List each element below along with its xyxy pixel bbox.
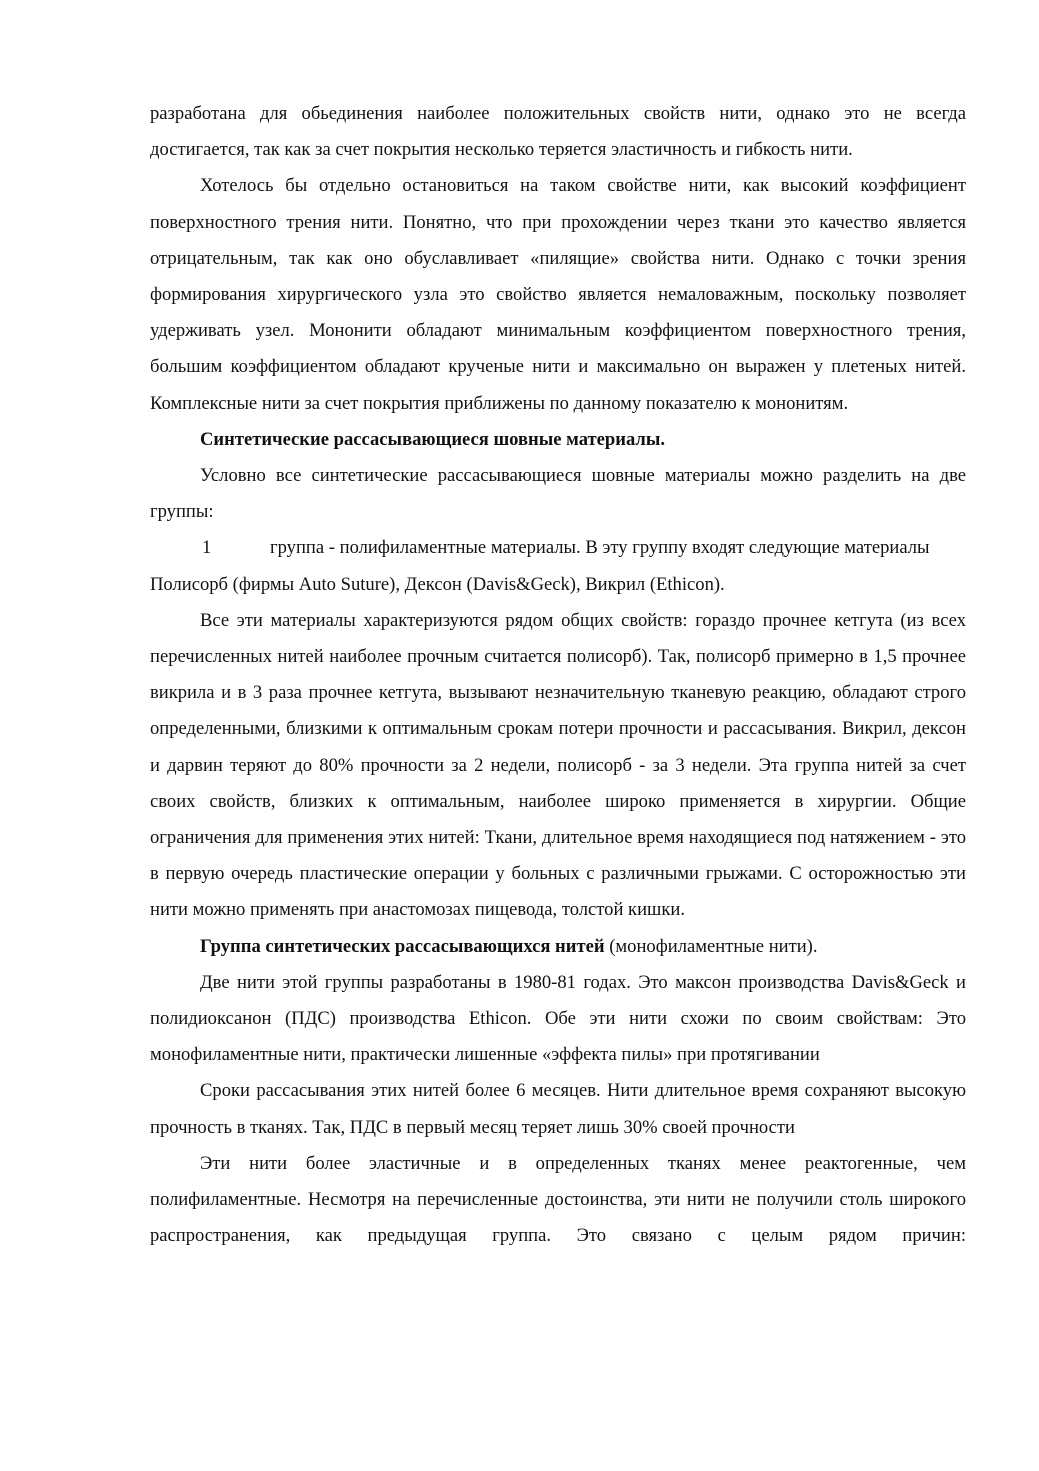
paragraph-two-threads: Две нити этой группы разработаны в 1980-81 годах. Это максон производства Davis&Geck и полидиоксанон (ПДС) производства Ethicon. Обе эти нити схожи по своим свойствам: Это монофиламентные нити, практически лишенные «эффекта пилы» при протягивании <box>150 971 966 1066</box>
list-item-first-line <box>150 530 966 566</box>
paragraph-elasticity: Эти нити более эластичные и в определенных тканях менее реактогенные, чем полифиламентные. Несмотря на перечисленные достоинства, эти нити не получили столь широкого распространения, как предыдущая группа. Это связано с целым рядом причин: <box>150 1152 966 1247</box>
heading-normal-part: (монофиламентные нити). <box>604 935 818 957</box>
paragraph-absorption-terms: Сроки рассасывания этих нитей более 6 месяцев. Нити длительное время сохраняют высокую прочность в тканях. Так, ПДС в первый месяц теряет лишь 30% своей прочности <box>150 1080 966 1138</box>
list-item-group-1 <box>150 530 966 602</box>
list-item-text: группа - полифиламентные материалы. В эту группу входят следующие материалы <box>270 537 930 559</box>
heading-monofilament-group <box>150 929 966 965</box>
paragraph-friction: Хотелось бы отдельно остановиться на таком свойстве нити, как высокий коэффициент поверхностного трения нити. Понятно, что при прохождении через ткани это качество является отрицательным, так как оно обуславливает «пилящие» свойства нити. Однако с точки зрения формирования хирургического узла это свойство является немаловажным, поскольку позволяет удерживать узел. Мононити обладают минимальным коэффициентом поверхностного трения, большим коэффициентом обладают крученые нити и максимально он выражен у плетеных нитей. Комплексные нити за счет покрытия приближены по данному показателю к мононитям. <box>150 175 966 414</box>
paragraph-common-properties: Все эти материалы характеризуются рядом общих свойств: гораздо прочнее кетгута (из всех перечисленных нитей наиболее прочным считается полисорб). Так, полисорб примерно в 1,5 прочнее викрила и в 3 раза прочнее кетгута, вызывают незначительную тканевую реакцию, обладают строго определенными, близкими к оптимальным срокам потери прочности и рассасывания. Викрил, дексон и дарвин теряют до 80% прочности за 2 недели, полисорб - за 3 недели. Эта группа нитей за счет своих свойств, близких к оптимальным, наиболее широко применяется в хирургии. Общие ограничения для применения этих нитей: Ткани, длительное время находящиеся под натяжением - это в первую очередь пластические операции у больных с различными грыжами. С осторожностью эти нити можно применять при анастомозах пищевода, толстой кишки. <box>150 609 966 921</box>
paragraph-groups-intro: Условно все синтетические рассасывающиеся шовные материалы можно разделить на две группы: <box>150 465 966 523</box>
list-number: 1 <box>202 537 212 559</box>
paragraph-1: разработана для обьединения наиболее положительных свойств нити, однако это не всегда достигается, так как за счет покрытия несколько теряется эластичность и гибкость нити. <box>150 103 966 161</box>
document-page <box>150 96 966 1255</box>
heading-bold-part: Группа синтетических рассасывающихся нитей <box>200 935 605 957</box>
heading-synthetic-absorbable: Синтетические рассасывающиеся шовные материалы. <box>200 428 666 450</box>
list-item-continuation: Полисорб (фирмы Auto Suture), Дексон (Davis&Geck), Викрил (Ethicon). <box>150 573 725 595</box>
